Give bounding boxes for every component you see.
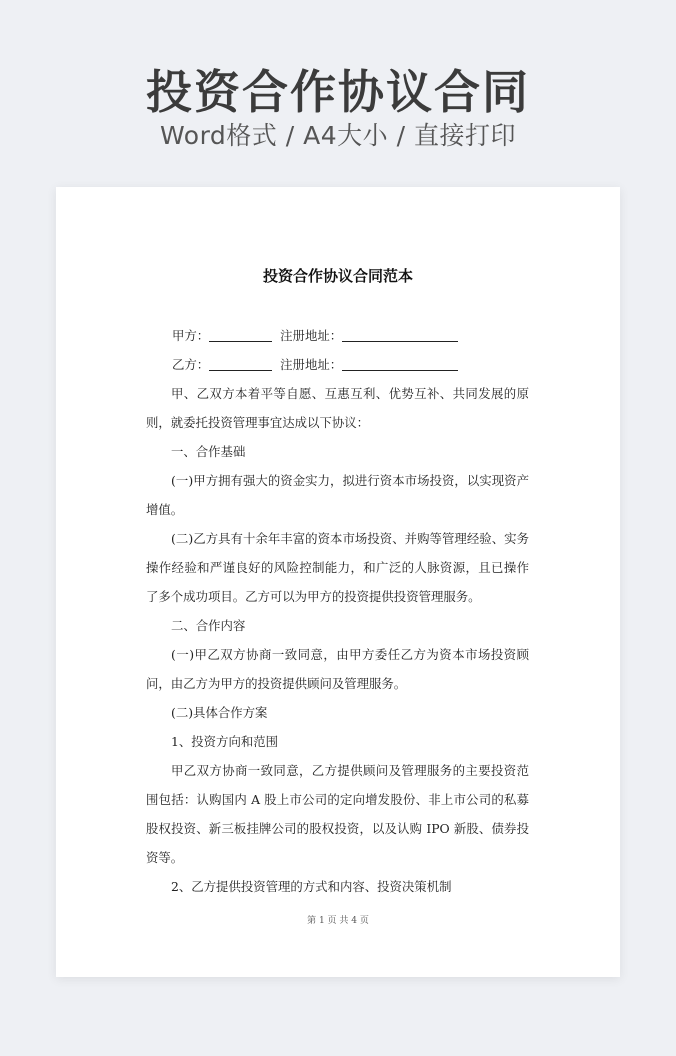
banner-title: 投资合作协议合同 <box>146 65 530 119</box>
party-b-blank <box>209 354 272 371</box>
party-a-blank <box>209 325 272 342</box>
section-1-paragraph-2: (二)乙方具有十余年丰富的资本市场投资、并购等管理经验、实务操作经验和严谨良好的风险控制能力，和广泛的人脉资源，且已操作了多个成功项目。乙方可以为甲方的投资提供投资管理服务。 <box>146 531 529 604</box>
party-a-address-label: 注册地址： <box>280 328 343 343</box>
party-b-address-label: 注册地址： <box>280 357 343 372</box>
item-1-heading: 1、投资方向和范围 <box>171 734 279 749</box>
section-1-paragraph-1: (一)甲方拥有强大的资金实力，拟进行资本市场投资，以实现资产增值。 <box>146 473 529 517</box>
intro-paragraph: 甲、乙双方本着平等自愿、互惠互利、优势互补、共同发展的原则，就委托投资管理事宜达成以下协议： <box>146 386 529 430</box>
section-1-heading: 一、合作基础 <box>171 444 246 459</box>
party-a-label: 甲方： <box>172 328 210 343</box>
party-a-line <box>146 321 529 350</box>
section-2-heading: 二、合作内容 <box>171 618 246 633</box>
item-1-paragraph: 甲乙双方协商一致同意，乙方提供顾问及管理服务的主要投资范围包括：认购国内 A 股上市公司的定向增发股份、非上市公司的私募股权投资、新三板挂牌公司的股权投资，以及认购 IPO 新股、债券投资等。 <box>146 763 529 865</box>
section-2-paragraph-2: (二)具体合作方案 <box>171 705 268 720</box>
party-b-address-blank <box>342 354 458 371</box>
banner-subtitle: Word格式 / A4大小 / 直接打印 <box>160 121 516 150</box>
document-page <box>56 187 620 977</box>
party-b-line <box>146 350 529 379</box>
document-body <box>146 321 529 901</box>
party-a-address-blank <box>342 325 458 342</box>
page-footer: 第 1 页 共 4 页 <box>307 916 369 926</box>
item-2-heading: 2、乙方提供投资管理的方式和内容、投资决策机制 <box>171 879 452 894</box>
party-b-label: 乙方： <box>172 357 210 372</box>
section-2-paragraph-1: (一)甲乙双方协商一致同意，由甲方委任乙方为资本市场投资顾问，由乙方为甲方的投资提供顾问及管理服务。 <box>146 647 529 691</box>
document-title: 投资合作协议合同范本 <box>262 267 413 285</box>
